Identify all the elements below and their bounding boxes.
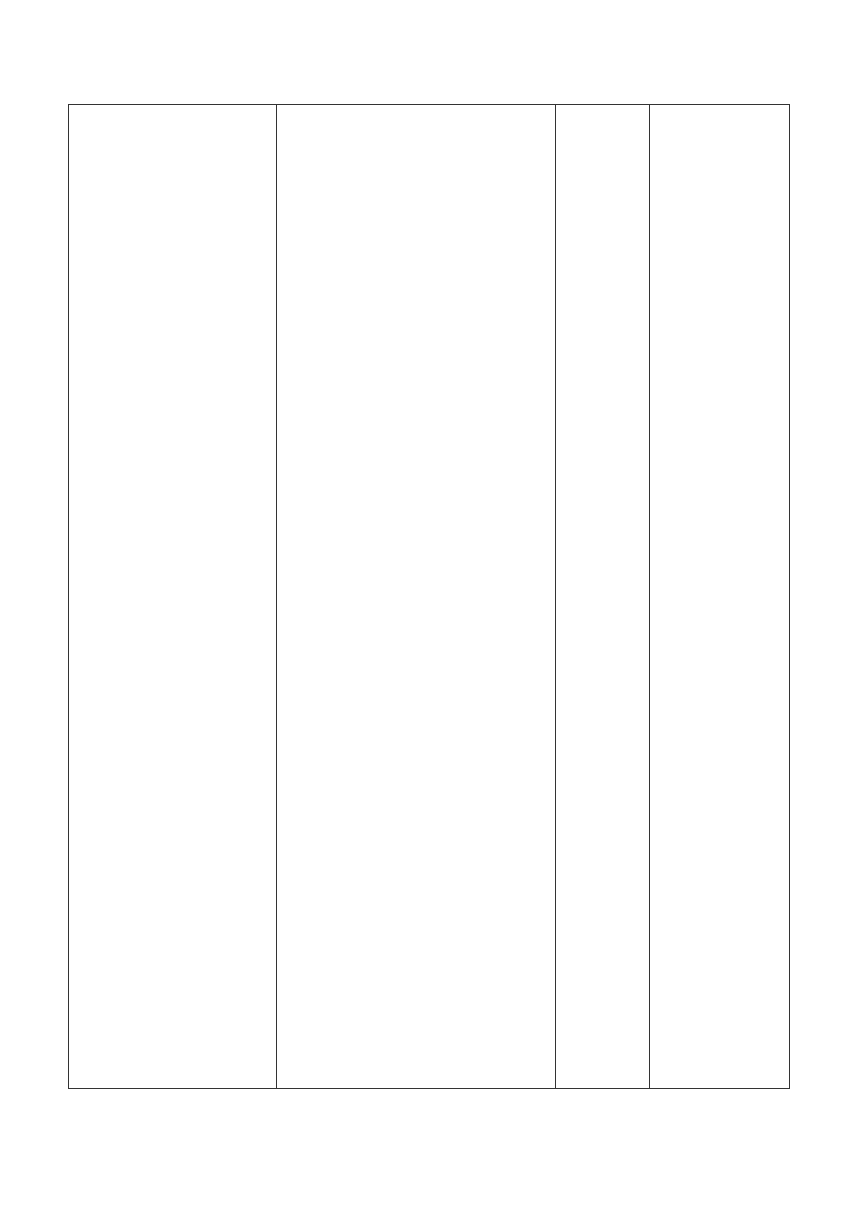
empty-column-cell (69, 105, 276, 1088)
lesson-plan-table (68, 104, 790, 1089)
teaching-process-cell (276, 105, 555, 1088)
design-intent-cell (649, 105, 791, 1088)
paragraph-gap (288, 111, 543, 143)
student-activity-cell (555, 105, 649, 1088)
